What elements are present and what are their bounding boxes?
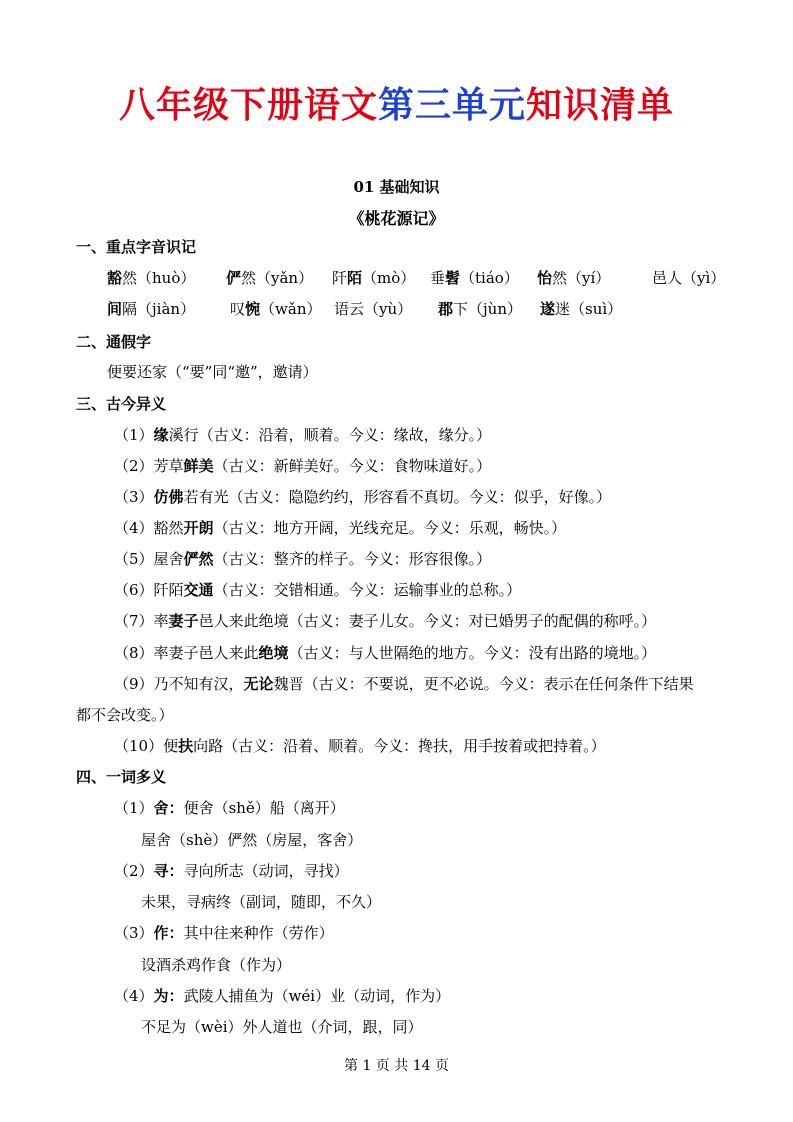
pinyin-item: 间隔（jiàn） [107, 300, 196, 318]
list-item: （10）便扶向路（古义：沿着、顺着。今义：搀扶，用手按着或把持着。） [114, 737, 606, 755]
list-item: （2）芳草鲜美（古义：新鲜美好。今义：食物味道好。） [114, 457, 492, 475]
pinyin-item: 豁然（huò） [107, 269, 196, 287]
page-footer: 第 1 页 共 14 页 [344, 1058, 449, 1074]
heading-gujin: 三、古今异义 [76, 395, 167, 413]
list-item: （4）为：武陵人捕鱼为（wéi）业（动词，作为） [114, 987, 451, 1005]
pinyin-item: 郡下（jùn） [438, 300, 522, 318]
list-item-sub: 未果，寻病终（副词，随即，不久） [141, 893, 382, 911]
title-part1: 八年级下册语文 [118, 85, 378, 126]
title-part3: 知识清单 [526, 85, 675, 126]
heading-yiciduoyi: 四、一词多义 [76, 768, 167, 786]
pinyin-item: 阡陌（mò） [332, 269, 416, 287]
pinyin-item: 遂迷（suì） [540, 300, 623, 318]
pinyin-item: 叹惋（wǎn） [230, 300, 322, 318]
list-item: （3）仿佛若有光（古义：隐隐约约，形容看不真切。今义：似乎，好像。） [114, 488, 612, 506]
heading-pronunciation: 一、重点字音识记 [76, 238, 197, 256]
list-item-sub: 屋舍（shè）俨然（房屋，客舍） [141, 831, 363, 849]
lesson-title: 《桃花源记》 [348, 209, 445, 228]
list-item-sub: 不足为（wèi）外人道也（介词，跟，同） [141, 1018, 423, 1036]
list-item: （9）乃不知有汉，无论魏晋（古义：不要说，更不必说。今义：表示在任何条件下结果 [114, 675, 694, 693]
section-subtitle: 01 基础知识 [353, 178, 440, 196]
pinyin-item: 语云（yù） [334, 300, 413, 318]
list-item: （2）寻：寻向所志（动词，寻找） [114, 862, 349, 880]
list-item: （6）阡陌交通（古义：交错相通。今义：运输事业的总称。） [114, 581, 522, 599]
list-item: （3）作：其中往来种作（劳作） [114, 924, 334, 942]
heading-tongjiazi: 二、通假字 [76, 333, 152, 351]
list-item: （7）率妻子邑人来此绝境（古义：妻子儿女。今义：对已婚男子的配偶的称呼。） [114, 612, 657, 630]
list-item: （5）屋舍俨然（古义：整齐的样子。今义：形容很像。） [114, 550, 492, 568]
list-item-continuation: 都不会改变。） [76, 706, 174, 724]
list-item: （1）舍：便舍（shě）船（离开） [114, 799, 345, 817]
tongjiazi-line: 便要还家（“要”同“邀”，邀请） [107, 363, 318, 381]
pinyin-item: 邑人（yì） [652, 269, 726, 287]
pinyin-item: 垂髫（tiáo） [430, 269, 519, 287]
list-item: （1）缘溪行（古义：沿着，顺着。今义：缘故，缘分。） [114, 426, 492, 444]
pinyin-item: 俨然（yǎn） [226, 269, 314, 287]
list-item: （4）豁然开朗（古义：地方开阔，光线充足。今义：乐观，畅快。） [114, 519, 567, 537]
list-item: （8）率妻子邑人来此绝境（古义：与人世隔绝的地方。今义：没有出路的境地。） [114, 644, 657, 662]
page-title [0, 84, 793, 128]
list-item-sub: 设酒杀鸡作食（作为） [141, 956, 292, 974]
title-part2: 第三单元 [377, 85, 526, 126]
pinyin-item: 怡然（yí） [537, 269, 611, 287]
